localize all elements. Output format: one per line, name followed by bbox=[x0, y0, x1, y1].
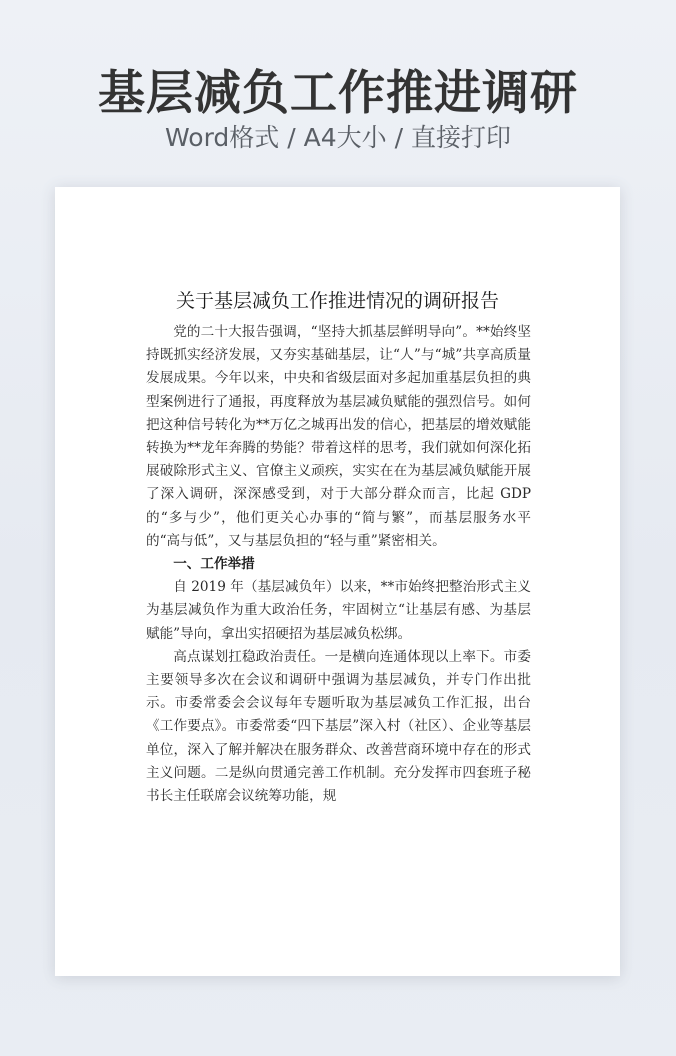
section-heading: 一、工作举措 bbox=[173, 556, 255, 573]
banner-title: 基层减负工作推进调研 bbox=[98, 66, 578, 121]
intro-paragraph: 党的二十大报告强调，“坚持大抓基层鲜明导向”。**始终坚持既抓实经济发展，又夯实基础基层，让“人”与“城”共享高质量发展成果。今年以来，中央和省级层面对多起加重基层负担的典型案例进行了通报，再度释放为基层减负赋能的强烈信号。如何把这种信号转化为**万亿之城再出发的信心，把基层的增效赋能转换为**龙年奔腾的势能？带着这样的思考，我们就如何深化拓展破除形式主义、官僚主义顽疾，实实在在为基层减负赋能开展了深入调研，深深感受到，对于大部分群众而言，比起 GDP 的“多与少”，他们更关心办事的“简与繁”，而基层服务水平的“高与低”，又与基层负担的“轻与重”紧密相关。 bbox=[146, 324, 531, 549]
document-page bbox=[55, 187, 620, 976]
document-body bbox=[146, 321, 531, 808]
section-paragraph: 自 2019 年（基层减负年）以来，**市始终把整治形式主义为基层减负作为重大政治任务，牢固树立“让基层有感、为基层赋能”导向，拿出实招硬招为基层减负松绑。 bbox=[146, 579, 531, 642]
document-title: 关于基层减负工作推进情况的调研报告 bbox=[175, 290, 499, 312]
section-paragraph: 高点谋划扛稳政治责任。一是横向连通体现以上率下。市委主要领导多次在会议和调研中强调为基层减负，并专门作出批示。市委常委会会议每年专题听取为基层减负工作汇报，出台《工作要点》。市委常委“四下基层”深入村（社区）、企业等基层单位，深入了解并解决在服务群众、改善营商环境中存在的形式主义问题。二是纵向贯通完善工作机制。充分发挥市四套班子秘书长主任联席会议统筹功能，规 bbox=[146, 648, 531, 805]
banner-subtitle: Word格式 / A4大小 / 直接打印 bbox=[165, 123, 511, 152]
